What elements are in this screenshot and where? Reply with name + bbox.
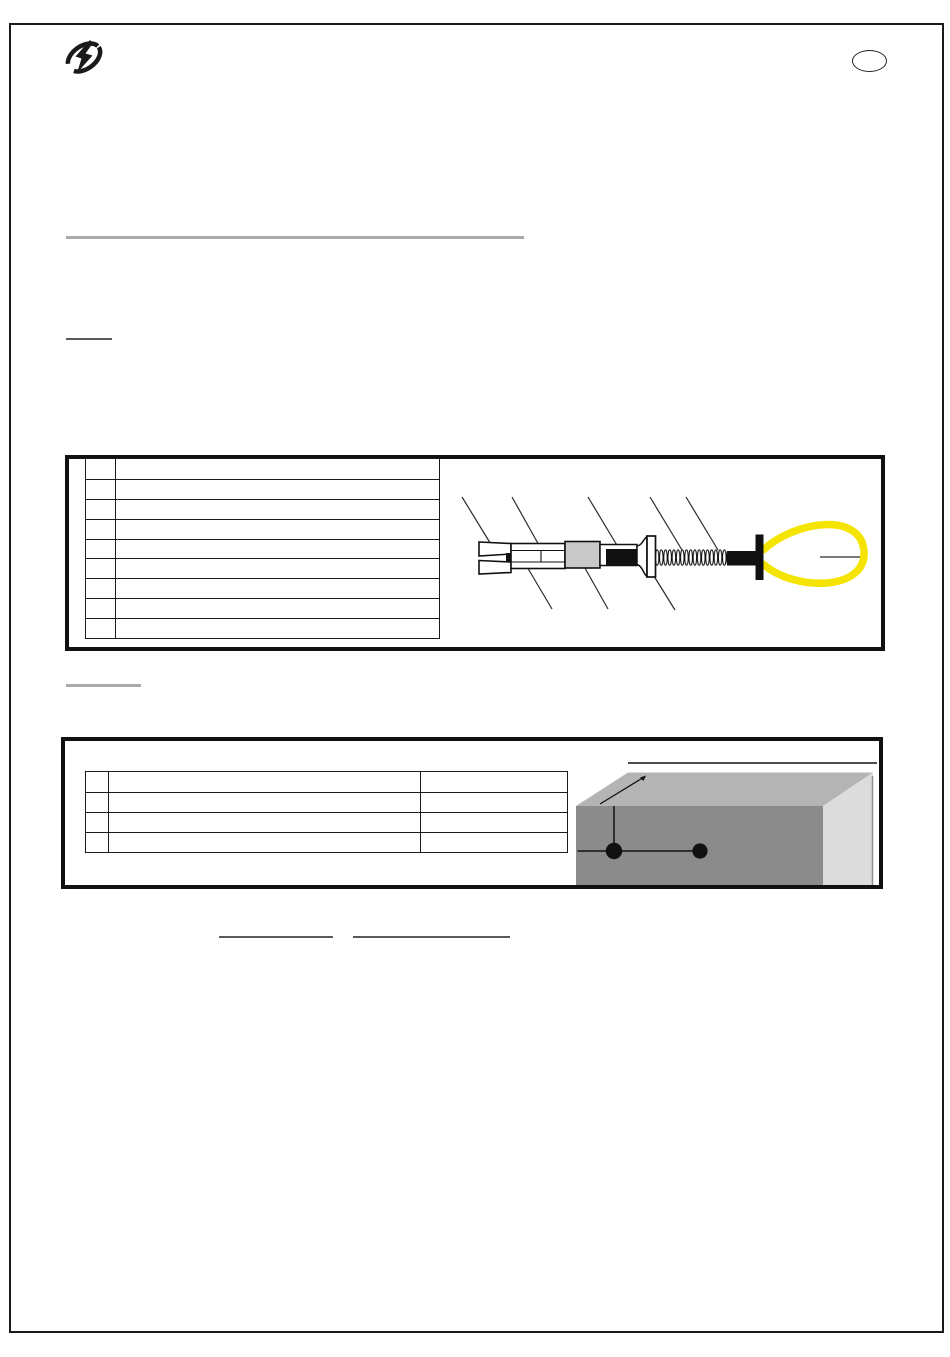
igniter-assembly-diagram	[450, 488, 882, 615]
spec-table	[85, 771, 568, 853]
table-cell	[86, 833, 108, 852]
table-cell	[420, 833, 567, 852]
table-row	[86, 499, 439, 519]
block-3d-diagram	[572, 755, 880, 885]
table-cell	[86, 579, 115, 598]
marker-dot-right	[692, 843, 707, 858]
table-cell	[86, 540, 115, 559]
table-row	[86, 772, 567, 792]
table-row	[86, 459, 439, 479]
crossbar	[756, 535, 764, 581]
table-row	[86, 578, 439, 598]
sleeve-block	[565, 542, 600, 569]
table-cell	[115, 500, 439, 519]
table-cell	[108, 833, 420, 852]
table-row	[86, 598, 439, 618]
table-row	[86, 832, 567, 852]
subheading-underline	[66, 338, 112, 340]
table-cell	[86, 793, 108, 812]
coil-spring	[656, 549, 728, 566]
table-cell	[86, 813, 108, 832]
table-cell	[115, 520, 439, 539]
table-cell	[115, 459, 439, 479]
table-cell	[115, 480, 439, 499]
table-cell	[115, 579, 439, 598]
marker-dot-left	[606, 843, 622, 859]
page-border	[9, 23, 944, 1333]
table-cell	[86, 500, 115, 519]
table-cell	[420, 813, 567, 832]
tube-body	[511, 544, 565, 569]
table-cell	[115, 619, 439, 638]
title-underline	[66, 236, 524, 239]
table-row	[86, 792, 567, 812]
table-cell	[86, 480, 115, 499]
lightning-bolt-oval-logo	[63, 35, 105, 80]
note-underline-2	[353, 936, 510, 938]
badge-oval	[852, 50, 887, 72]
funnel	[637, 537, 647, 577]
parts-table	[85, 458, 440, 639]
table-cell	[86, 599, 115, 618]
table-cell	[115, 599, 439, 618]
end-block	[727, 551, 757, 566]
flange	[647, 536, 656, 577]
table-cell	[115, 540, 439, 559]
table-cell	[86, 559, 115, 578]
table-cell	[108, 813, 420, 832]
table-row	[86, 539, 439, 559]
table-row	[86, 479, 439, 499]
table-cell	[108, 772, 420, 792]
block-top-face	[576, 773, 873, 807]
table-cell	[86, 619, 115, 638]
table-cell	[86, 772, 108, 792]
table-cell	[115, 559, 439, 578]
pull-loop	[763, 525, 864, 584]
table-row	[86, 618, 439, 638]
table-cell	[86, 520, 115, 539]
table-cell	[108, 793, 420, 812]
table-cell	[86, 459, 115, 479]
table-cell	[420, 772, 567, 792]
table-cell	[420, 793, 567, 812]
table-row	[86, 812, 567, 832]
prong-lower	[479, 561, 511, 575]
charge-block	[606, 549, 637, 566]
table-row	[86, 558, 439, 578]
table-row	[86, 519, 439, 539]
section2-underline	[66, 684, 141, 687]
note-underline-1	[219, 936, 333, 938]
